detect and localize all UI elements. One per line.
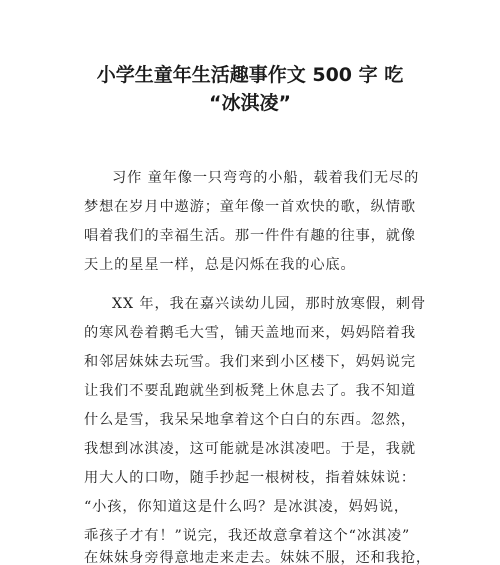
paragraph-line: “小孩，你知道这是什么吗？是冰淇凌，妈妈说， [84, 499, 409, 515]
paragraph-line: 和邻居妹妹去玩雪。我们来到小区楼下，妈妈说完 [84, 354, 416, 370]
paragraph-line: 唱着我们的幸福生活。那一件件有趣的往事，就像 [84, 228, 416, 244]
paragraph-line: 让我们不要乱跑就坐到板凳上休息去了。我不知道 [84, 383, 416, 399]
paragraph-line: 的寒风卷着鹅毛大雪，铺天盖地而来，妈妈陪着我 [84, 325, 416, 341]
paragraph-line: 在妹妹身旁得意地走来走去。妹妹不服，还和我抢， [84, 550, 432, 565]
paragraph-line: 习作 童年像一只弯弯的小船，载着我们无尽的 [112, 170, 420, 186]
paragraph-line: 什么是雪，我呆呆地拿着这个白白的东西。忽然， [84, 412, 416, 428]
paragraph-line: 乖孩子才有！”说完，我还故意拿着这个“冰淇凌” [84, 528, 411, 544]
document-title-line-1: 小学生童年生活趣事作文 500 字 吃 [96, 64, 404, 86]
paragraph-line: 我想到冰淇凌，这可能就是冰淇凌吧。于是，我就 [84, 441, 416, 457]
paragraph-line: 梦想在岁月中遨游；童年像一首欢快的歌，纵情歌 [84, 199, 416, 215]
paragraph-line: 用大人的口吻，随手抄起一根树枝，指着妹妹说： [84, 470, 416, 486]
paragraph-line: 天上的星星一样，总是闪烁在我的心底。 [84, 257, 356, 273]
paragraph-line: XX 年，我在嘉兴读幼儿园，那时放寒假，刺骨 [112, 296, 427, 312]
document-title-line-2: “冰淇凌” [209, 92, 291, 114]
